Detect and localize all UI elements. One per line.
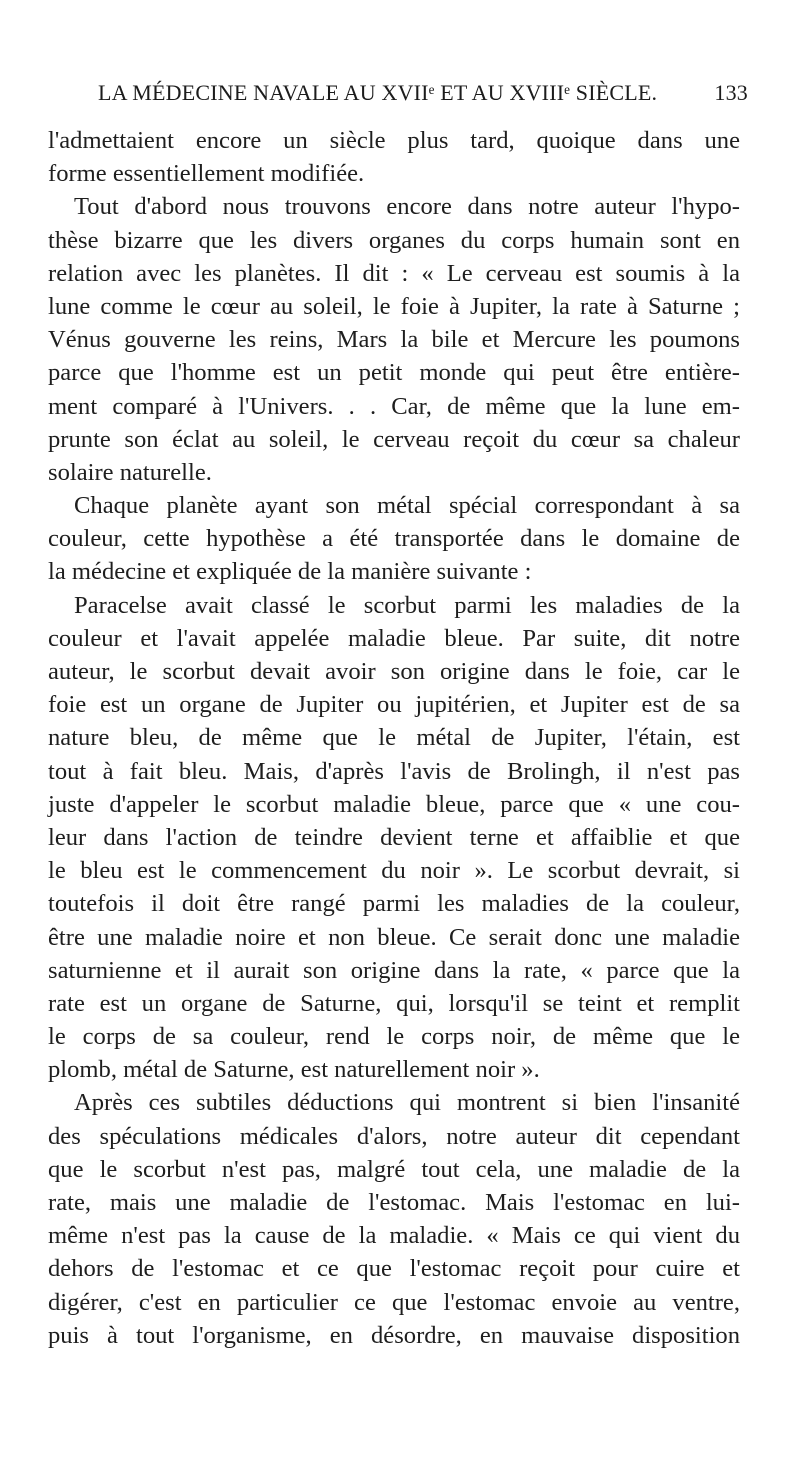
text-line: Après ces subtiles déductions qui montrent si bien l'insanité bbox=[74, 1089, 740, 1117]
text-line: dehors de l'estomac et ce que l'estomac reçoit pour cuire et bbox=[48, 1255, 740, 1283]
page-number: 133 bbox=[714, 80, 748, 105]
text-line: puis à tout l'organisme, en désordre, en mauvaise disposition bbox=[48, 1321, 740, 1349]
text-line: l'admettaient encore un siècle plus tard, quoique dans une bbox=[48, 127, 740, 154]
text-line: solaire naturelle. bbox=[48, 458, 212, 486]
text-line: parce que l'homme est un petit monde qui peut être entière- bbox=[48, 359, 740, 387]
text-line: nature bleu, de même que le métal de Jupiter, l'étain, est bbox=[48, 724, 740, 752]
text-line: leur dans l'action de teindre devient terne et affaiblie et que bbox=[48, 823, 740, 851]
text-line: thèse bizarre que les divers organes du corps humain sont en bbox=[48, 226, 740, 254]
text-line: lune comme le cœur au soleil, le foie à Jupiter, la rate à Saturne ; bbox=[48, 292, 740, 320]
text-line: rate, mais une maladie de l'estomac. Mais l'estomac en lui- bbox=[48, 1189, 740, 1216]
text-line: prunte son éclat au soleil, le cerveau reçoit du cœur sa chaleur bbox=[48, 425, 740, 453]
text-line: relation avec les planètes. Il dit : « Le cerveau est soumis à la bbox=[48, 259, 740, 287]
page-header bbox=[98, 80, 748, 112]
text-line: que le scorbut n'est pas, malgré tout cela, une maladie de la bbox=[48, 1155, 740, 1183]
text-line: rate est un organe de Saturne, qui, lorsqu'il se teint et remplit bbox=[48, 989, 740, 1017]
text-line: Vénus gouverne les reins, Mars la bile et Mercure les poumons bbox=[48, 326, 740, 354]
text-line: le corps de sa couleur, rend le corps noir, de même que le bbox=[48, 1023, 740, 1051]
text-line: le bleu est le commencement du noir ». Le scorbut devrait, si bbox=[48, 857, 740, 885]
text-line: auteur, le scorbut devait avoir son origine dans le foie, car le bbox=[48, 658, 740, 685]
text-line: Chaque planète ayant son métal spécial correspondant à sa bbox=[74, 492, 740, 520]
running-title: LA MÉDECINE NAVALE AU XVIIᵉ ET AU XVIIIᵉ SIÈCLE. bbox=[98, 80, 658, 105]
text-line: ment comparé à l'Univers. . . Car, de même que la lune em- bbox=[48, 392, 740, 420]
text-line: tout à fait bleu. Mais, d'après l'avis de Brolingh, il n'est pas bbox=[48, 757, 740, 785]
text-line: être une maladie noire et non bleue. Ce serait donc une maladie bbox=[48, 923, 740, 951]
text-line: digérer, c'est en particulier ce que l'estomac envoie au ventre, bbox=[48, 1288, 740, 1316]
body-text bbox=[48, 124, 740, 1352]
text-line: Tout d'abord nous trouvons encore dans notre auteur l'hypo- bbox=[74, 193, 740, 221]
text-line: couleur et l'avait appelée maladie bleue. Par suite, dit notre bbox=[48, 624, 740, 652]
text-line: même n'est pas la cause de la maladie. « Mais ce qui vient du bbox=[48, 1222, 740, 1250]
text-line: des spéculations médicales d'alors, notre auteur dit cependant bbox=[48, 1122, 740, 1150]
text-line: toutefois il doit être rangé parmi les maladies de la couleur, bbox=[48, 890, 740, 918]
text-line: Paracelse avait classé le scorbut parmi les maladies de la bbox=[74, 591, 740, 619]
text-line: juste d'appeler le scorbut maladie bleue, parce que « une cou- bbox=[48, 790, 740, 818]
text-line: foie est un organe de Jupiter ou jupitérien, et Jupiter est de sa bbox=[48, 691, 740, 719]
text-line: plomb, métal de Saturne, est naturellement noir ». bbox=[48, 1056, 540, 1084]
text-line: couleur, cette hypothèse a été transportée dans le domaine de bbox=[48, 525, 740, 553]
text-line: forme essentiellement modifiée. bbox=[48, 160, 365, 188]
text-line: saturnienne et il aurait son origine dans la rate, « parce que la bbox=[48, 956, 740, 984]
text-line: la médecine et expliquée de la manière suivante : bbox=[48, 558, 532, 586]
